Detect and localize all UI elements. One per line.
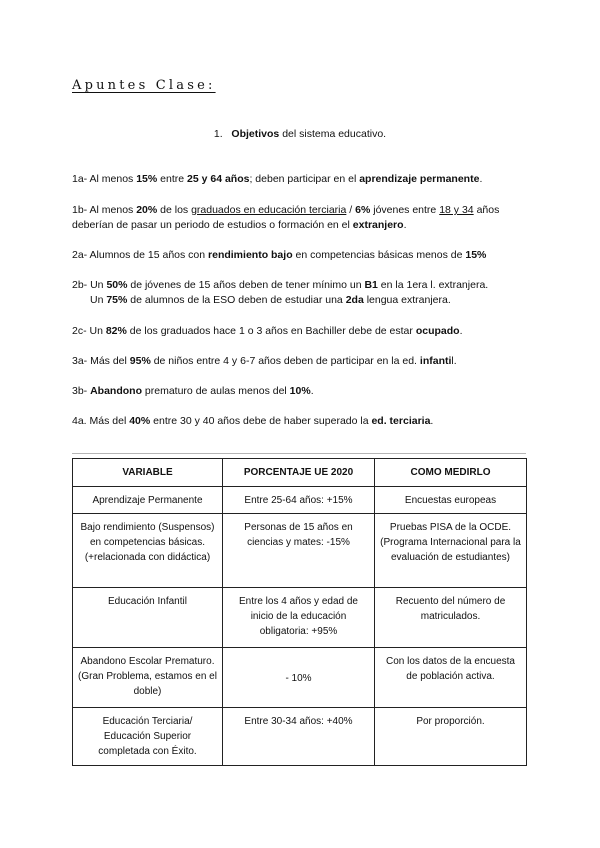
table-cell: Entre 25-64 años: +15% — [223, 487, 375, 514]
table-cell: Bajo rendimiento (Suspensos) en competencias básicas. (+relacionada con didáctica) — [73, 514, 223, 588]
text-bold: 40% — [129, 415, 151, 427]
table-header-row — [73, 459, 527, 487]
text: Un — [90, 294, 107, 306]
table-row — [73, 588, 527, 648]
objective-2b-line2 — [72, 293, 542, 308]
text: . — [430, 415, 434, 427]
heading-bold: Objetivos — [231, 128, 280, 140]
table-cell: Entre los 4 años y edad de inicio de la educación obligatoria: +95% — [223, 588, 375, 648]
text: lengua extranjera. — [363, 294, 451, 306]
text: entre 30 y 40 años debe de haber superado la — [150, 415, 372, 427]
text-bold: 6% — [355, 204, 371, 216]
objective-3b — [72, 384, 542, 399]
text: entre — [157, 173, 187, 185]
objective-2c — [72, 324, 542, 339]
table-cell: Aprendizaje Permanente — [73, 487, 223, 514]
table-cell: Personas de 15 años en ciencias y mates: -15% — [223, 514, 375, 588]
text: / — [346, 204, 356, 216]
table-cell: Recuento del número de matriculados. — [375, 588, 527, 648]
column-header: PORCENTAJE UE 2020 — [223, 459, 375, 487]
table-cell: Encuestas europeas — [375, 487, 527, 514]
text-bold: 75% — [106, 294, 128, 306]
text-bold: 20% — [136, 204, 158, 216]
table-cell: Por proporción. — [375, 708, 527, 766]
objective-1b — [72, 203, 542, 233]
text-bold: rendimiento bajo — [208, 249, 293, 261]
page-title: Apuntes Clase: — [72, 78, 216, 93]
table-row — [73, 648, 527, 708]
objective-2a — [72, 248, 542, 263]
objective-2b-line1 — [72, 278, 542, 293]
text: l. — [451, 355, 457, 367]
text: 2b- Un — [72, 279, 107, 291]
objective-3a — [72, 354, 542, 369]
text: en competencias básicas menos de — [292, 249, 466, 261]
text: de jóvenes de 15 años deben de tener mínimo un — [127, 279, 365, 291]
text-bold: infanti — [419, 355, 452, 367]
text-bold: 25 y 64 años — [187, 173, 250, 185]
text-bold: 15% — [136, 173, 158, 185]
divider — [72, 453, 526, 454]
column-header: COMO MEDIRLO — [375, 459, 527, 487]
text-bold: 82% — [105, 325, 127, 337]
text: . — [310, 385, 314, 397]
text-bold: 2da — [345, 294, 364, 306]
text: años deberían de pasar un periodo de estudios o formación en el — [72, 204, 500, 231]
section-heading — [0, 128, 600, 140]
table-row — [73, 708, 527, 766]
table-cell: Con los datos de la encuesta de población activa. — [375, 648, 527, 708]
text: de alumnos de la ESO deben de estudiar una — [127, 294, 346, 306]
text-bold: ed. terciaria — [371, 415, 431, 427]
text: de los graduados hace 1 o 3 años en Bachiller debe de estar — [126, 325, 416, 337]
text-underlined: graduados en educación terciaria — [191, 204, 347, 216]
text-bold: Abandono — [90, 385, 142, 397]
text-bold: 15% — [465, 249, 487, 261]
text: 3a- Más del — [72, 355, 130, 367]
text: en la 1era l. extranjera. — [377, 279, 489, 291]
table-cell: Pruebas PISA de la OCDE. (Programa Internacional para la evaluación de estudiantes) — [375, 514, 527, 588]
objectives-table — [72, 458, 527, 766]
objective-2b — [72, 278, 542, 308]
text: de los — [157, 204, 192, 216]
table-cell: Educación Terciaria/ Educación Superior completada con Éxito. — [73, 708, 223, 766]
text-bold: aprendizaje permanente — [359, 173, 480, 185]
text-bold: 95% — [129, 355, 151, 367]
text: 1a- Al menos — [72, 173, 137, 185]
text-bold: extranjero — [352, 219, 404, 231]
text: 2a- Alumnos de 15 años con — [72, 249, 209, 261]
text: 2c- Un — [72, 325, 106, 337]
text: 1b- Al menos — [72, 204, 137, 216]
table-cell: Entre 30-34 años: +40% — [223, 708, 375, 766]
objective-1a — [72, 172, 542, 187]
text-underlined: 18 y 34 — [439, 204, 474, 216]
table-cell: - 10% — [223, 648, 375, 708]
text: 4a. Más del — [72, 415, 130, 427]
text: ; deben participar en el — [249, 173, 360, 185]
table-row — [73, 514, 527, 588]
heading-rest: del sistema educativo. — [279, 128, 387, 140]
table-cell: Educación Infantil — [73, 588, 223, 648]
objective-4a — [72, 414, 542, 429]
text-bold: 50% — [106, 279, 128, 291]
column-header: VARIABLE — [73, 459, 223, 487]
text: . — [403, 219, 407, 231]
text-bold: B1 — [364, 279, 378, 291]
text-bold: 10% — [289, 385, 311, 397]
text: jóvenes entre — [370, 204, 440, 216]
text: prematuro de aulas menos del — [142, 385, 290, 397]
text: de niños entre 4 y 6-7 años deben de participar en la ed. — [150, 355, 420, 367]
table-cell: Abandono Escolar Prematuro. (Gran Problema, estamos en el doble) — [73, 648, 223, 708]
text: . — [479, 173, 483, 185]
heading-number: 1. — [213, 128, 223, 140]
text-bold: ocupado — [415, 325, 460, 337]
text: 3b- — [72, 385, 91, 397]
table-row — [73, 487, 527, 514]
text: . — [459, 325, 463, 337]
